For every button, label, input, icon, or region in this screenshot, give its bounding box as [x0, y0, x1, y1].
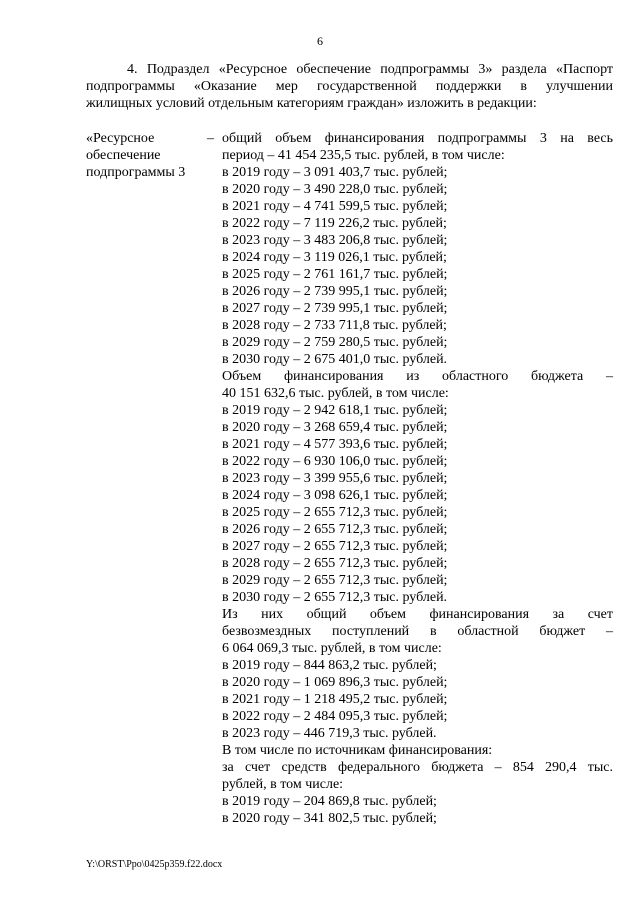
- regional-year-line: в 2025 году – 2 655 712,3 тыс. рублей;: [222, 505, 448, 520]
- regional-year-line: в 2019 году – 2 942 618,1 тыс. рублей;: [222, 403, 448, 418]
- regional-year-line: в 2024 году – 3 098 626,1 тыс. рублей;: [222, 488, 448, 503]
- intro-line: 4. Подраздел «Ресурсное обеспечение подпрограммы 3» раздела «Паспорт: [127, 62, 613, 77]
- label-dash: –: [207, 131, 214, 146]
- total-year-line: в 2021 году – 4 741 599,5 тыс. рублей;: [222, 199, 448, 214]
- gratuitous-year-line: в 2020 году – 1 069 896,3 тыс. рублей;: [222, 675, 448, 690]
- section-label-line: подпрограммы 3: [86, 165, 186, 180]
- total-year-line: в 2029 году – 2 759 280,5 тыс. рублей;: [222, 335, 448, 350]
- intro-line: жилищных условий отдельным категориям граждан» изложить в редакции:: [86, 96, 537, 111]
- regional-year-line: в 2028 году – 2 655 712,3 тыс. рублей;: [222, 556, 448, 571]
- regional-year-line: в 2030 году – 2 655 712,3 тыс. рублей.: [222, 590, 448, 605]
- regional-funding-line: Объем финансирования из областного бюджета –: [222, 369, 613, 384]
- regional-year-line: в 2022 году – 6 930 106,0 тыс. рублей;: [222, 454, 448, 469]
- regional-year-line: в 2027 году – 2 655 712,3 тыс. рублей;: [222, 539, 448, 554]
- section-label-line: «Ресурсное: [86, 131, 155, 146]
- total-year-line: в 2030 году – 2 675 401,0 тыс. рублей.: [222, 352, 448, 367]
- total-year-line: в 2025 году – 2 761 161,7 тыс. рублей;: [222, 267, 448, 282]
- page-number: 6: [317, 34, 323, 48]
- gratuitous-funding-line: 6 064 069,3 тыс. рублей, в том числе:: [222, 641, 442, 656]
- section-label-line: обеспечение: [86, 148, 161, 163]
- regional-year-line: в 2023 году – 3 399 955,6 тыс. рублей;: [222, 471, 448, 486]
- gratuitous-funding-line: Из них общий объем финансирования за счет: [222, 607, 613, 622]
- federal-year-line: в 2019 году – 204 869,8 тыс. рублей;: [222, 794, 437, 809]
- total-year-line: в 2023 году – 3 483 206,8 тыс. рублей;: [222, 233, 448, 248]
- total-year-line: в 2020 году – 3 490 228,0 тыс. рублей;: [222, 182, 448, 197]
- gratuitous-year-line: в 2021 году – 1 218 495,2 тыс. рублей;: [222, 692, 448, 707]
- total-funding-line: общий объем финансирования подпрограммы 3 на весь: [222, 131, 613, 146]
- gratuitous-year-line: в 2019 году – 844 863,2 тыс. рублей;: [222, 658, 437, 673]
- section-label: [86, 130, 216, 181]
- total-year-line: в 2024 году – 3 119 026,1 тыс. рублей;: [222, 250, 447, 265]
- intro-line: подпрограммы «Оказание мер государственной поддержки в улучшении: [86, 79, 613, 94]
- gratuitous-funding-line: безвозмездных поступлений в областной бюджет –: [222, 624, 613, 639]
- regional-year-line: в 2029 году – 2 655 712,3 тыс. рублей;: [222, 573, 448, 588]
- total-year-line: в 2026 году – 2 739 995,1 тыс. рублей;: [222, 284, 448, 299]
- federal-year-line: в 2020 году – 341 802,5 тыс. рублей;: [222, 811, 437, 826]
- intro-paragraph: [86, 61, 613, 112]
- sources-heading: В том числе по источникам финансирования:: [222, 743, 493, 758]
- total-year-line: в 2027 году – 2 739 995,1 тыс. рублей;: [222, 301, 448, 316]
- total-year-line: в 2019 году – 3 091 403,7 тыс. рублей;: [222, 165, 448, 180]
- regional-year-line: в 2026 году – 2 655 712,3 тыс. рублей;: [222, 522, 448, 537]
- federal-funding-line: рублей, в том числе:: [222, 777, 344, 792]
- total-year-line: в 2022 году – 7 119 226,2 тыс. рублей;: [222, 216, 447, 231]
- gratuitous-year-line: в 2022 году – 2 484 095,3 тыс. рублей;: [222, 709, 448, 724]
- regional-funding-line: 40 151 632,6 тыс. рублей, в том числе:: [222, 386, 449, 401]
- gratuitous-year-line: в 2023 году – 446 719,3 тыс. рублей.: [222, 726, 437, 741]
- total-year-line: в 2028 году – 2 733 711,8 тыс. рублей;: [222, 318, 447, 333]
- federal-funding-line: за счет средств федерального бюджета – 854 290,4 тыс.: [222, 760, 613, 775]
- footer-file-path: Y:\ORST\Ppo\0425p359.f22.docx: [86, 859, 223, 870]
- regional-year-line: в 2020 году – 3 268 659,4 тыс. рублей;: [222, 420, 448, 435]
- regional-year-line: в 2021 году – 4 577 393,6 тыс. рублей;: [222, 437, 448, 452]
- funding-description: [222, 130, 613, 827]
- total-funding-line: период – 41 454 235,5 тыс. рублей, в том числе:: [222, 148, 505, 163]
